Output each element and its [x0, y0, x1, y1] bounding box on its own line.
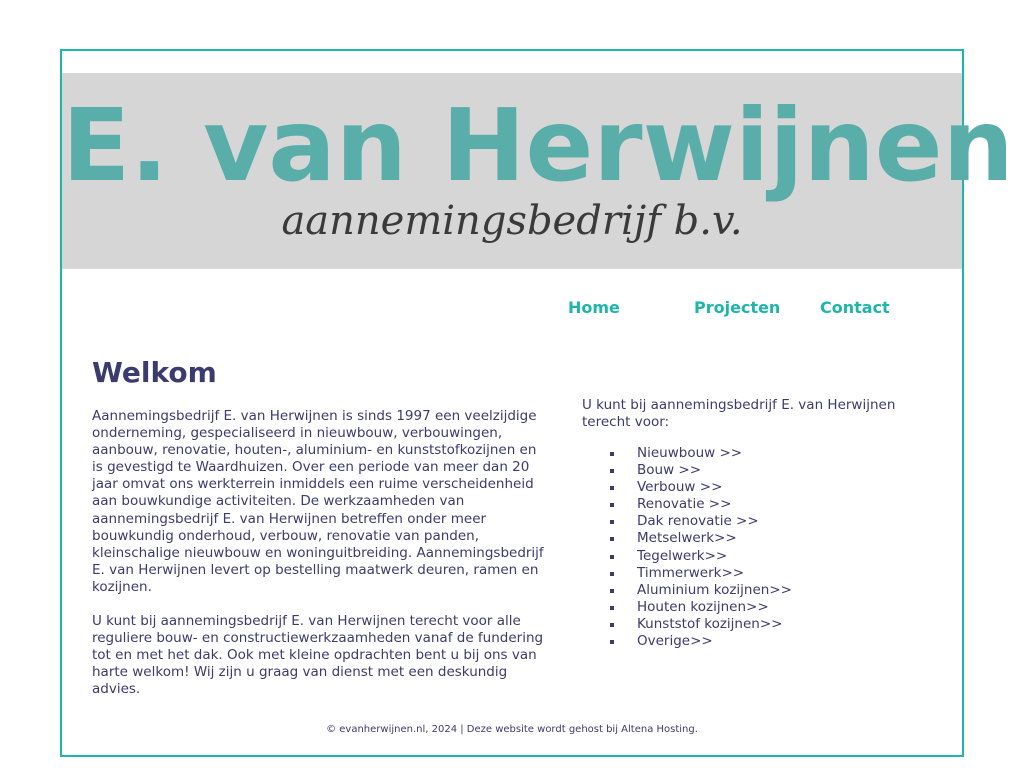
nav-link-home[interactable]: Home — [568, 298, 620, 317]
service-link-dak-renovatie[interactable] — [606, 513, 792, 530]
bullet-icon — [610, 537, 614, 541]
service-link-tegelwerk[interactable] — [606, 548, 792, 565]
nav-link-projecten[interactable]: Projecten — [694, 298, 781, 317]
service-label: Bouw >> — [637, 462, 702, 479]
logo-subtitle: aannemingsbedrijf b.v. — [281, 198, 743, 244]
service-label: Renovatie >> — [637, 496, 732, 513]
bullet-icon — [610, 486, 614, 490]
service-link-aluminium-kozijnen[interactable] — [606, 582, 792, 599]
bullet-icon — [610, 555, 614, 559]
page-title: Welkom — [92, 356, 217, 389]
service-link-kunststof-kozijnen[interactable] — [606, 616, 792, 633]
service-link-timmerwerk[interactable] — [606, 565, 792, 582]
services-paragraph: U kunt bij aannemingsbedrijf E. van Herwijnen terecht voor alle reguliere bouw- en constructiewerkzaamheden vanaf de fundering tot en met het dak. Ook met kleine opdrachten bent u bij ons van harte welkom! Wij zijn u graag van dienst met een deskundig advies. — [92, 613, 544, 698]
services-intro: U kunt bij aannemingsbedrijf E. van Herwijnen terecht voor: — [582, 397, 896, 431]
footer-text: © evanherwijnen.nl, 2024 | Deze website wordt gehost bij Altena Hosting. — [326, 724, 698, 735]
bullet-icon — [610, 640, 614, 644]
service-link-nieuwbouw[interactable] — [606, 445, 792, 462]
services-list — [606, 445, 792, 650]
service-label: Verbouw >> — [637, 479, 723, 496]
service-link-renovatie[interactable] — [606, 496, 792, 513]
logo-title[interactable]: E. van Herwijnen — [62, 87, 1014, 204]
service-label: Metselwerk>> — [637, 530, 737, 547]
bullet-icon — [610, 520, 614, 524]
bullet-icon — [610, 606, 614, 610]
service-label: Timmerwerk>> — [637, 564, 745, 581]
main-nav — [62, 298, 962, 322]
service-label: Tegelwerk>> — [637, 547, 728, 564]
bullet-icon — [610, 589, 614, 593]
nav-link-contact[interactable]: Contact — [820, 298, 890, 317]
service-label: Kunststof kozijnen>> — [637, 615, 783, 632]
service-link-metselwerk[interactable] — [606, 530, 792, 547]
service-label: Houten kozijnen>> — [637, 598, 769, 615]
service-link-houten-kozijnen[interactable] — [606, 599, 792, 616]
bullet-icon — [610, 572, 614, 576]
bullet-icon — [610, 452, 614, 456]
service-label: Overige>> — [637, 633, 713, 650]
header-banner — [62, 73, 1014, 269]
bullet-icon — [610, 503, 614, 507]
service-link-overige[interactable] — [606, 633, 792, 650]
service-label: Aluminium kozijnen>> — [637, 581, 792, 598]
bullet-icon — [610, 623, 614, 627]
service-link-verbouw[interactable] — [606, 479, 792, 496]
service-link-bouw[interactable] — [606, 462, 792, 479]
service-label: Dak renovatie >> — [637, 513, 759, 530]
page-frame — [60, 49, 1014, 757]
bullet-icon — [610, 469, 614, 473]
intro-paragraph: Aannemingsbedrijf E. van Herwijnen is sinds 1997 een veelzijdige onderneming, gespecialiseerd in nieuwbouw, verbouwingen, aanbouw, renovatie, houten-, aluminium- en kunststofkozijnen en is gevestigd te Waardhuizen. Over een periode van meer dan 20 jaar omvat ons werkterrein inmiddels een ruime verscheidenheid aan bouwkundige activiteiten. De werkzaamheden van aannemingsbedrijf E. van Herwijnen betreffen onder meer bouwkundig onderhoud, verbouw, renovatie van panden, kleinschalige nieuwbouw en woninguitbreiding. Aannemingsbedrijf E. van Herwijnen levert op bestelling maatwerk deuren, ramen en kozijnen. — [92, 408, 544, 595]
service-label: Nieuwbouw >> — [637, 445, 743, 461]
